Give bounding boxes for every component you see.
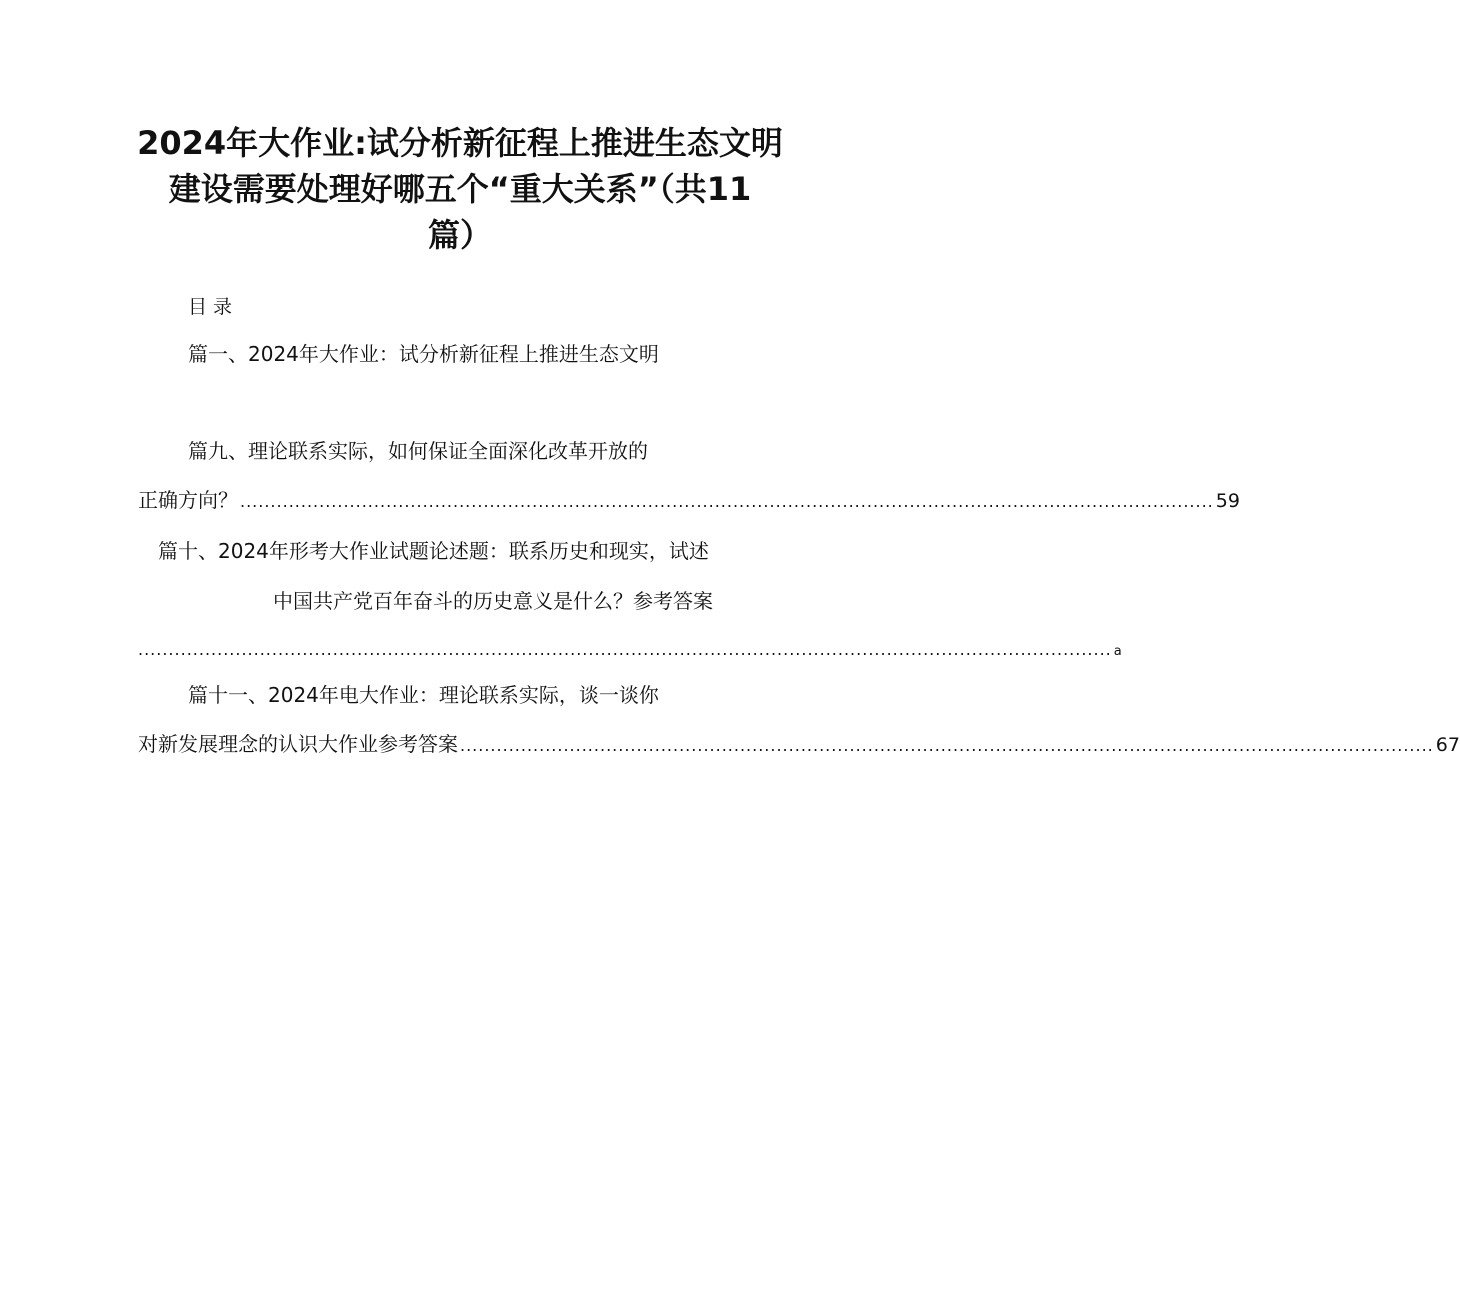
toc-leader-dots: ................................................................................................................................................................ (138, 640, 1112, 659)
toc-item-1[interactable]: 篇一、2024年大作业：试分析新征程上推进生态文明 (188, 342, 659, 366)
toc-item-11-line-2[interactable] (138, 730, 1460, 760)
toc-item-11-page: 67 (1435, 734, 1460, 756)
toc-item-9-text: 正确方向？ (138, 488, 238, 512)
toc-item-9-line-2[interactable] (138, 486, 1240, 516)
toc-item-9-page: 59 (1215, 490, 1240, 512)
title-line-2: 建设需要处理好哪五个“重大关系”（共11 (168, 170, 752, 208)
title-line-3: 篇） (427, 216, 492, 254)
toc-item-11-line-1[interactable]: 篇十一、2024年电大作业：理论联系实际，谈一谈你 (188, 683, 659, 707)
document-title (120, 120, 800, 258)
toc-item-11-text: 对新发展理念的认识大作业参考答案 (138, 732, 458, 756)
toc-item-10-line-2[interactable]: 中国共产党百年奋斗的历史意义是什么？参考答案 (273, 589, 713, 613)
toc-item-10-page: a (1113, 644, 1122, 659)
title-line-1: 2024年大作业:试分析新征程上推进生态文明 (137, 124, 783, 162)
toc-item-9-line-1[interactable]: 篇九、理论联系实际，如何保证全面深化改革开放的 (188, 439, 648, 463)
toc-leader-dots: ................................................................................................................................................................ (460, 736, 1434, 755)
toc-item-10-leader[interactable] (138, 636, 1122, 666)
toc-heading: 目录 (188, 296, 239, 318)
toc-leader-dots: ................................................................................................................................................................ (240, 492, 1214, 511)
toc-item-10-line-1[interactable]: 篇十、2024年形考大作业试题论述题：联系历史和现实，试述 (158, 539, 709, 563)
